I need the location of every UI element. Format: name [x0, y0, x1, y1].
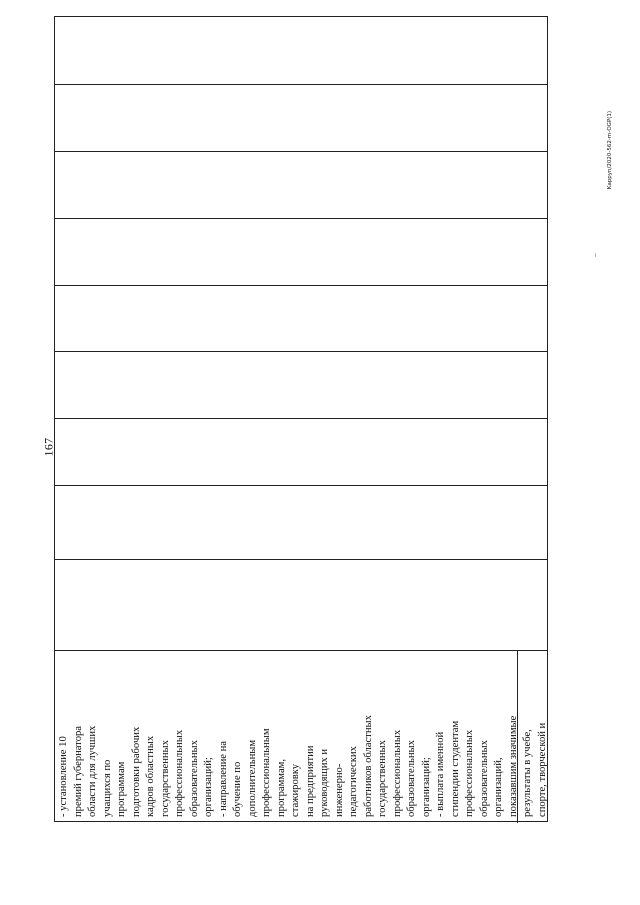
cell-text-line: организаций; — [203, 757, 214, 817]
cell-text-line: обучение по — [232, 761, 243, 817]
cell-text-line: результаты в учебе, — [522, 729, 533, 817]
table-row-divider — [55, 218, 547, 219]
table-row-divider — [55, 485, 547, 486]
table-row-divider — [55, 84, 547, 85]
table-cell-measures — [55, 651, 548, 821]
cell-text-line: области для лучших — [87, 725, 98, 817]
table-row-divider — [55, 559, 547, 560]
cell-text-line: стипендии студентам — [449, 720, 461, 817]
table-cell-text — [55, 651, 548, 821]
table-row-divider — [55, 418, 547, 419]
cell-text-line: стажировку — [290, 763, 301, 817]
cell-text-line: образовательных — [188, 740, 200, 817]
cell-text-line: организаций, — [493, 757, 504, 817]
cell-text-line: образовательных — [478, 740, 490, 817]
cell-text-line: профессиональных — [464, 729, 475, 817]
cell-text-line: профессиональных — [174, 729, 185, 817]
cell-text-line: работников областных — [362, 715, 374, 817]
cell-text-line: организаций; — [420, 757, 432, 817]
table-row-divider — [55, 285, 547, 286]
side-reference-text: Kappyn/2020-562-m-OGP(1) — [607, 110, 613, 190]
cell-text-line: профессиональных — [391, 729, 403, 817]
cell-text-line: государственных — [159, 740, 171, 817]
side-reference — [604, 105, 616, 195]
cell-text-line: инженерно- — [333, 763, 345, 817]
cell-text-line: руководящих и — [319, 749, 330, 817]
cell-text-line: спорте, творческой и — [536, 722, 548, 817]
cell-text-line: программам — [116, 761, 127, 817]
cell-text-line: педагогических — [348, 746, 359, 817]
cell-text-line: показавшим значимые — [507, 715, 519, 817]
scan-mark — [595, 253, 596, 257]
table-row-divider — [55, 351, 547, 352]
rotated-table — [54, 16, 548, 822]
cell-text-line: учащихся по — [101, 759, 113, 817]
cell-text-line: кадров областных — [145, 735, 156, 817]
page-number-text: 167 — [41, 437, 56, 457]
cell-text-line: премий губернатора — [72, 726, 84, 817]
cell-text-line: образовательных — [406, 740, 417, 817]
cell-text-line: профессиональным — [261, 728, 272, 817]
cell-text-line: государственных — [377, 740, 388, 817]
cell-text-line: программам, — [275, 759, 287, 817]
table-row-divider — [55, 151, 547, 152]
cell-text-line: - выплата именной — [435, 731, 446, 817]
cell-text-line: - направление на — [217, 741, 229, 817]
cell-text-line: подготовки рабочих — [130, 726, 142, 817]
cell-text-line: дополнительным — [246, 739, 258, 817]
cell-text-line: на предприятии — [304, 745, 316, 817]
cell-text-line: - установление 10 — [58, 736, 69, 817]
